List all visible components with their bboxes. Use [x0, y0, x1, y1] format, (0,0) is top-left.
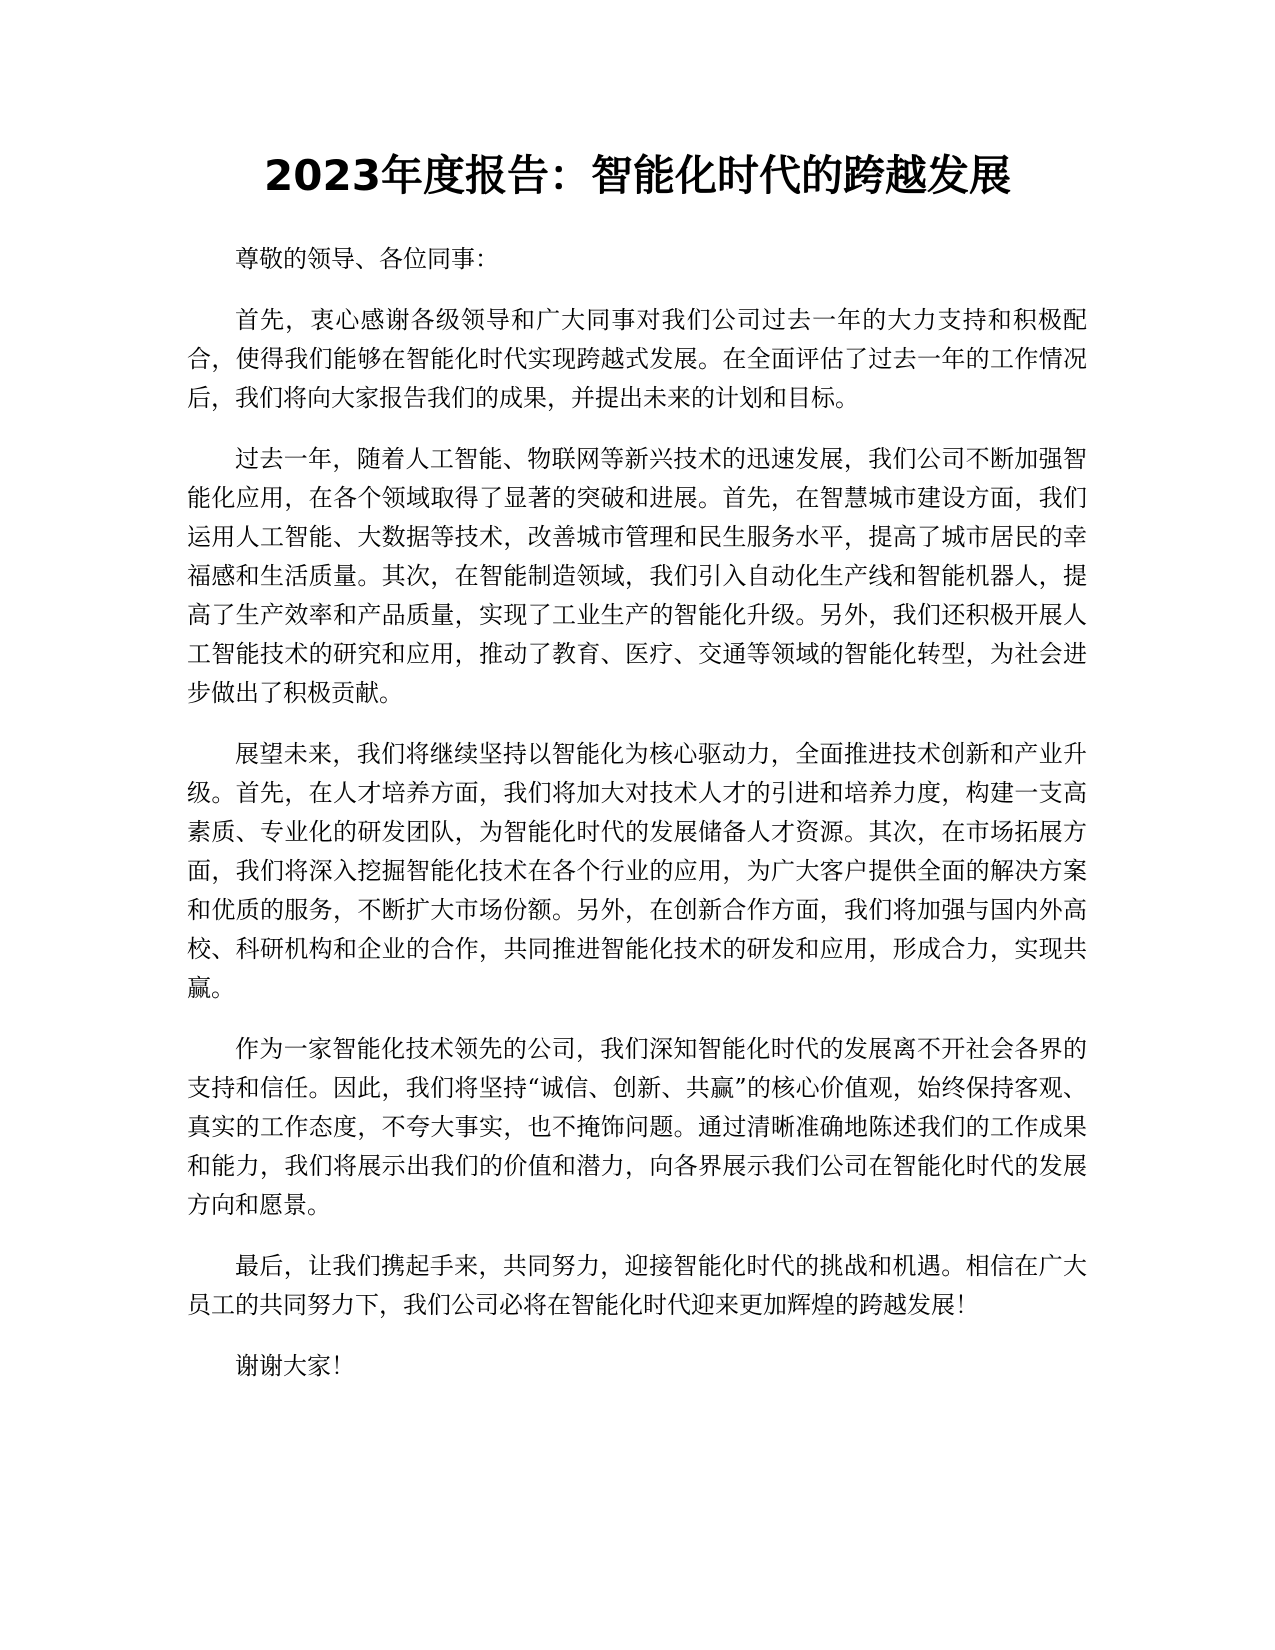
- paragraph-thanks: 首先，衷心感谢各级领导和广大同事对我们公司过去一年的大力支持和积极配合，使得我们能够在智能化时代实现跨越式发展。在全面评估了过去一年的工作情况后，我们将向大家报告我们的成果，并提出未来的计划和目标。: [187, 306, 1087, 412]
- paragraph-future-outlook: 展望未来，我们将继续坚持以智能化为核心驱动力，全面推进技术创新和产业升级。首先，在人才培养方面，我们将加大对技术人才的引进和培养力度，构建一支高素质、专业化的研发团队，为智能化时代的发展储备人才资源。其次，在市场拓展方面，我们将深入挖掘智能化技术在各个行业的应用，为广大客户提供全面的解决方案和优质的服务，不断扩大市场份额。另外，在创新合作方面，我们将加强与国内外高校、科研机构和企业的合作，共同推进智能化技术的研发和应用，形成合力，实现共赢。: [187, 740, 1087, 1002]
- paragraph-past-year: 过去一年，随着人工智能、物联网等新兴技术的迅速发展，我们公司不断加强智能化应用，在各个领域取得了显著的突破和进展。首先，在智慧城市建设方面，我们运用人工智能、大数据等技术，改善城市管理和民生服务水平，提高了城市居民的幸福感和生活质量。其次，在智能制造领域，我们引入自动化生产线和智能机器人，提高了生产效率和产品质量，实现了工业生产的智能化升级。另外，我们还积极开展人工智能技术的研究和应用，推动了教育、医疗、交通等领域的智能化转型，为社会进步做出了积极贡献。: [187, 445, 1087, 707]
- closing-remark: 谢谢大家！: [235, 1352, 355, 1380]
- document-title: 2023年度报告：智能化时代的跨越发展: [264, 151, 1011, 200]
- salutation: 尊敬的领导、各位同事：: [235, 245, 499, 273]
- paragraph-core-values: 作为一家智能化技术领先的公司，我们深知智能化时代的发展离不开社会各界的支持和信任。因此，我们将坚持“诚信、创新、共赢”的核心价值观，始终保持客观、真实的工作态度，不夸大事实，也不掩饰问题。通过清晰准确地陈述我们的工作成果和能力，我们将展示出我们的价值和潜力，向各界展示我们公司在智能化时代的发展方向和愿景。: [187, 1035, 1087, 1219]
- paragraph-conclusion: 最后，让我们携起手来，共同努力，迎接智能化时代的挑战和机遇。相信在广大员工的共同努力下，我们公司必将在智能化时代迎来更加辉煌的跨越发展！: [187, 1252, 1087, 1319]
- document-body: [187, 240, 1087, 1408]
